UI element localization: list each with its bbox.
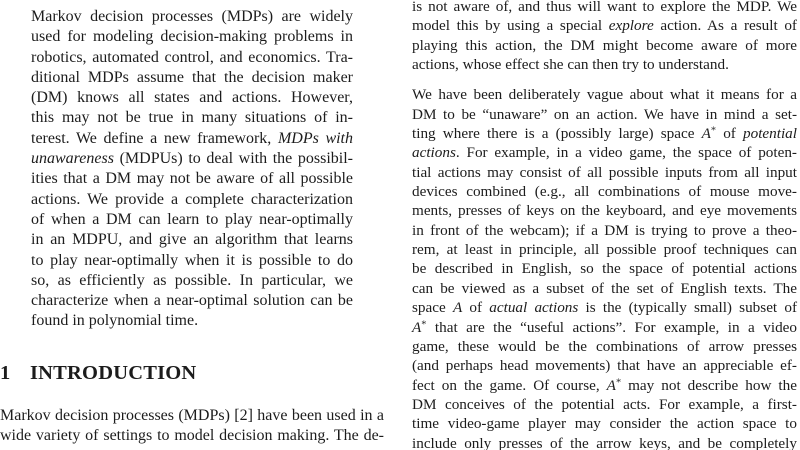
text-line: ments, presses of keys on the keyboard, and eye movements — [412, 202, 797, 220]
text-line: Markov decision processes (MDPs) are widely — [31, 8, 353, 25]
text-line: of when a DM can learn to play near-optimally — [31, 210, 353, 228]
text-line: actions. We provide a complete characterization — [31, 190, 353, 208]
text-line: this may not be true in many situations of in- — [31, 109, 353, 127]
text-line: in an MDPU, and give an algorithm that learns — [31, 231, 353, 249]
right-column — [412, 0, 797, 450]
text-line: ting where there is a (possibly large) space A* of potential — [412, 125, 797, 143]
text-line: ities that a DM may not be aware of all possible — [31, 170, 353, 188]
text-line: so, as efficiently as possible. In particular, we — [31, 271, 353, 289]
text-line: tial actions may consist of all possible inputs from all input — [412, 163, 797, 181]
text-line: DM conceives of the potential acts. For example, a first- — [412, 395, 797, 413]
text-line: fect on the game. Of course, A* may not describe how the — [412, 376, 797, 394]
text-line: can be viewed as a subset of the set of English texts. The — [412, 279, 797, 297]
section-title: INTRODUCTION — [30, 362, 197, 384]
text-line: A* that are the “useful actions”. For example, in a video — [412, 318, 797, 336]
text-line: (DM) knows all states and actions. However, — [31, 89, 353, 107]
text-line: in front of the webcam); if a DM is trying to prove a theo- — [412, 221, 797, 239]
text-line: We have been deliberately vague about what it means for a — [412, 86, 797, 104]
text-line: terest. We define a new framework, MDPs with — [31, 129, 354, 147]
text-line: rem, at least in principle, all possible proof techniques can — [412, 241, 797, 259]
text-line: robotics, automated control, and economics. Tra- — [31, 48, 353, 66]
text-line: used for modeling decision-making problems in — [31, 28, 353, 46]
text-line: include only presses of the arrow keys, and be completely — [412, 434, 797, 450]
text-line: playing this action, the DM might become aware of more — [412, 36, 797, 54]
text-line: characterize when a near-optimal solution can be — [31, 292, 353, 310]
text-line: actions. For example, in a video game, the space of poten- — [412, 144, 797, 162]
section-heading — [0, 361, 384, 385]
text-line: (and perhaps head movements) that have an appreciable ef- — [412, 357, 797, 375]
text-line: devices combined (e.g., all combinations of mouse move- — [412, 183, 797, 201]
intro-paragraph — [0, 406, 384, 447]
text-line: space A of actual actions is the (typically small) subset of — [412, 299, 798, 317]
text-line: found in polynomial time. — [31, 312, 199, 330]
text-line: model this by using a special explore action. As a result of — [412, 17, 797, 35]
text-line: is not aware of, and thus will want to explore the MDP. We — [412, 0, 797, 15]
text-line: DM to be “unaware” on an action. We have in mind a set- — [412, 105, 797, 123]
text-line: game, these would be the combinations of arrow presses — [412, 337, 797, 355]
text-line: unawareness (MDPUs) to deal with the possibil- — [31, 150, 353, 168]
section-number: 1 — [0, 362, 11, 384]
paragraph — [412, 85, 797, 450]
text-line: time video-game player may consider the action space to — [412, 415, 797, 433]
text-line: wide variety of settings to model decision making. The de- — [0, 427, 384, 445]
abstract-paragraph — [31, 7, 353, 332]
text-line: to play near-optimally when it is possible to do — [31, 251, 353, 269]
text-line: be described in English, so the space of potential actions — [412, 260, 797, 278]
text-line: ditional MDPs assume that the decision maker — [31, 68, 353, 86]
paragraph — [412, 0, 797, 74]
text-line: actions, whose effect she can then try to understand. — [412, 56, 729, 74]
text-line: Markov decision processes (MDPs) [2] have been used in a — [0, 407, 384, 424]
